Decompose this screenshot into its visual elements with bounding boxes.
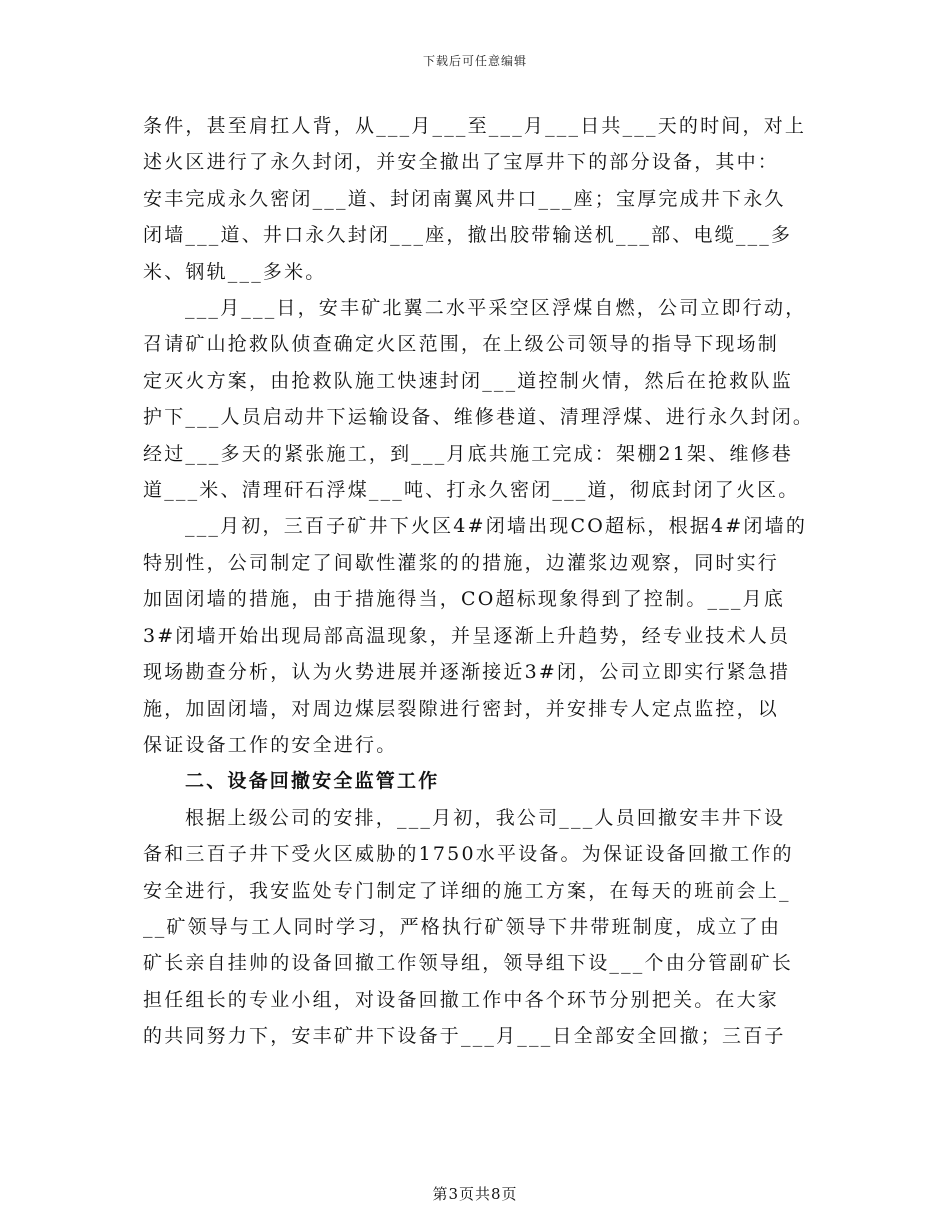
text-line: 根据上级公司的安排，___月初，我公司___人员回撤安丰井下设 [185,806,786,829]
text-line: 护下___人员启动井下运输设备、维修巷道、清理浮煤、进行永久封闭。 [143,406,815,429]
text-line: __矿领导与工人同时学习，严格执行矿领导下井带班制度，成立了由 [143,915,782,938]
paragraph-1 [143,108,819,290]
text-line: 备和三百子井下受火区威胁的1750水平设备。为保证设备回撤工作的 [143,843,794,866]
text-line: 矿长亲自挂帅的设备回撤工作领导组，领导组下设___个由分管副矿长 [143,952,793,975]
text-line: ___月___日，安丰矿北翼二水平采空区浮煤自燃，公司立即行动， [185,297,807,320]
page-header: 下载后可任意编辑 [422,54,527,68]
text-line: 施，加固闭墙，对周边煤层裂隙进行密封，并安排专人定点监控，以 [143,697,780,720]
text-line: 3#闭墙开始出现局部高温现象，并呈逐渐上升趋势，经专业技术人员 [143,624,791,647]
text-line: 现场勘查分析，认为火势进展并逐渐接近3#闭，公司立即实行紧急措 [143,661,791,684]
text-line: 经过___多天的紧张施工，到___月底共施工完成：架棚21架、维修巷 [143,442,793,465]
text-line: 安全进行，我安监处专门制定了详细的施工方案，在每天的班前会上_ [143,879,791,902]
paragraph-2 [143,290,819,508]
text-line: 的共同努力下，安丰矿井下设备于___月___日全部安全回撤；三百子 [143,1025,786,1048]
text-line: 加固闭墙的措施，由于措施得当，CO超标现象得到了控制。___月底 [143,588,786,611]
paragraph-4 [143,800,819,1055]
page-number: 第3页共8页 [432,1185,518,1203]
section-heading-2 [143,763,819,799]
text-line: 定灭火方案，由抢救队施工快速封闭___道控制火情，然后在抢救队监 [143,369,793,392]
document-body [143,108,819,1055]
text-line: 召请矿山抢救队侦查确定火区范围，在上级公司领导的指导下现场制 [143,333,780,356]
text-line: 安丰完成永久密闭___道、封闭南翼风井口___座；宝厚完成井下永久 [143,187,786,210]
text-line: 道___米、清理矸石浮煤___吨、打永久密闭___道，彻底封闭了火区。 [143,479,800,502]
text-line: 述火区进行了永久封闭，并安全撤出了宝厚井下的部分设备，其中： [143,151,780,174]
text-line: ___月初，三百子矿井下火区4#闭墙出现CO超标，根据4#闭墙的 [185,515,808,538]
text-line: 担任组长的专业小组，对设备回撤工作中各个环节分别把关。在大家 [143,988,780,1011]
text-line: 特别性，公司制定了间歇性灌浆的的措施，边灌浆边观察，同时实行 [143,551,780,574]
section-heading-text: 二、设备回撤安全监管工作 [185,770,440,793]
paragraph-3 [143,508,819,763]
text-line: 条件，甚至肩扛人背，从___月___至___月___日共___天的时间，对上 [143,115,807,137]
text-line: 米、钢轨___多米。 [143,260,327,283]
text-line: 保证设备工作的安全进行。 [143,733,398,756]
text-line: 闭墙___道、井口永久封闭___座，撤出胶带输送机___部、电缆___多 [143,224,793,247]
